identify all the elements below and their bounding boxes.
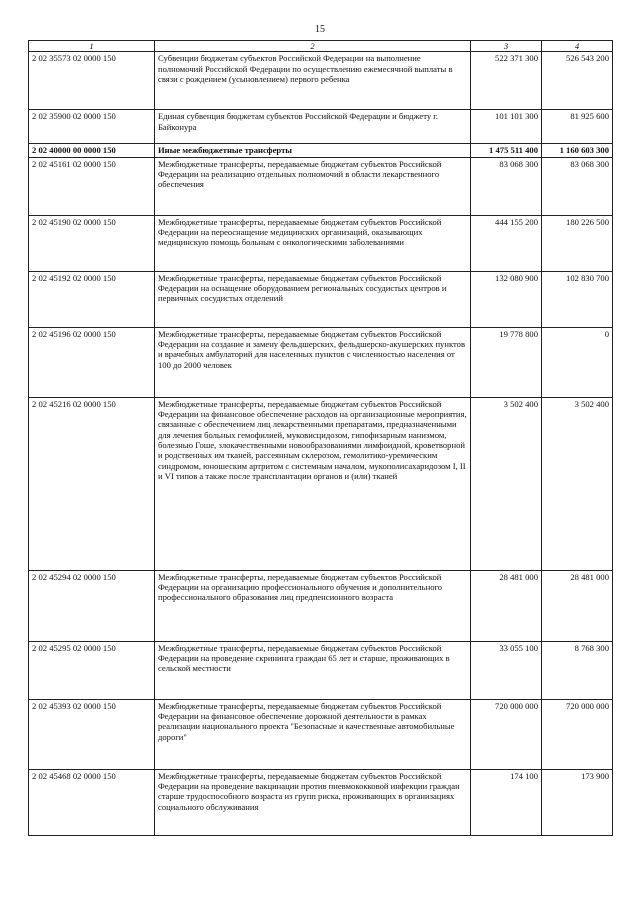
amount-col4-cell: 3 502 400	[542, 397, 613, 570]
amount-col4-cell: 83 068 300	[542, 157, 613, 215]
amount-col4-cell: 81 925 600	[542, 110, 613, 144]
amount-col3-cell: 33 055 100	[471, 641, 542, 699]
amount-col4-cell: 173 900	[542, 769, 613, 835]
budget-code-cell: 2 02 45161 02 0000 150	[29, 157, 155, 215]
column-header-4: 4	[542, 41, 613, 52]
amount-col3-cell: 1 475 511 400	[471, 144, 542, 157]
budget-code-cell: 2 02 45295 02 0000 150	[29, 641, 155, 699]
amount-col3-cell: 19 778 800	[471, 327, 542, 397]
amount-col4-cell: 1 160 603 300	[542, 144, 613, 157]
table-row	[29, 641, 613, 699]
table-row	[29, 769, 613, 835]
item-name-cell: Межбюджетные трансферты, передаваемые бюджетам субъектов Российской Федерации на проведение вакцинации против пневмококковой инфекции граждан старше трудоспособного возраста из групп риска, проживающих в организациях социального обслуживания	[155, 769, 471, 835]
item-name-cell: Межбюджетные трансферты, передаваемые бюджетам субъектов Российской Федерации на переоснащение медицинских организаций, оказывающих медицинскую помощь больным с онкологическими заболеваниями	[155, 215, 471, 271]
amount-col4-cell: 8 768 300	[542, 641, 613, 699]
item-name-cell: Межбюджетные трансферты, передаваемые бюджетам субъектов Российской Федерации на проведение скрининга граждан 65 лет и старше, проживающих в сельской местности	[155, 641, 471, 699]
table-row	[29, 327, 613, 397]
amount-col3-cell: 444 155 200	[471, 215, 542, 271]
amount-col4-cell: 28 481 000	[542, 570, 613, 641]
page-number: 15	[315, 24, 325, 35]
column-header-1: 1	[29, 41, 155, 52]
table-row	[29, 157, 613, 215]
amount-col3-cell: 522 371 300	[471, 52, 542, 110]
amount-col3-cell: 101 101 300	[471, 110, 542, 144]
item-name-cell: Межбюджетные трансферты, передаваемые бюджетам субъектов Российской Федерации на финансовое обеспечение расходов на организационные мероприятия, связанные с обеспечением лиц лекарственными препаратами, предназначенными для лечения больных гемофилией, муковисцидозом, гипофизарным нанизмом, болезнью Гоше, злокачественными новообразованиями лимфоидной, кроветворной и родственных им тканей, рассеянным склерозом, гемолитико-уремическим синдромом, юношеским артритом с системным началом, мукополисахаридозом I, II и VI типов а также после трансплантации органов и (или) тканей	[155, 397, 471, 570]
item-name-cell: Межбюджетные трансферты, передаваемые бюджетам субъектов Российской Федерации на создание и замену фельдшерских, фельдшерско-акушерских пунктов и врачебных амбулаторий для населенных пунктов с численностью населения от 100 до 2000 человек	[155, 327, 471, 397]
table-row	[29, 215, 613, 271]
table-row	[29, 110, 613, 144]
amount-col3-cell: 3 502 400	[471, 397, 542, 570]
budget-code-cell: 2 02 45196 02 0000 150	[29, 327, 155, 397]
amount-col4-cell: 526 543 200	[542, 52, 613, 110]
table-row	[29, 52, 613, 110]
amount-col4-cell: 180 226 500	[542, 215, 613, 271]
item-name-cell: Межбюджетные трансферты, передаваемые бюджетам субъектов Российской Федерации на реализацию отдельных полномочий в области лекарственного обеспечения	[155, 157, 471, 215]
amount-col3-cell: 83 068 300	[471, 157, 542, 215]
item-name-cell: Единая субвенция бюджетам субъектов Российской Федерации и бюджету г. Байконура	[155, 110, 471, 144]
amount-col4-cell: 0	[542, 327, 613, 397]
budget-code-cell: 2 02 35900 02 0000 150	[29, 110, 155, 144]
budget-code-cell: 2 02 45468 02 0000 150	[29, 769, 155, 835]
budget-code-cell: 2 02 45192 02 0000 150	[29, 271, 155, 327]
item-name-cell: Межбюджетные трансферты, передаваемые бюджетам субъектов Российской Федерации на организацию профессионального обучения и дополнительного профессионального образования лиц предпенсионного возраста	[155, 570, 471, 641]
amount-col4-cell: 102 830 700	[542, 271, 613, 327]
budget-code-cell: 2 02 45216 02 0000 150	[29, 397, 155, 570]
budget-code-cell: 2 02 45294 02 0000 150	[29, 570, 155, 641]
amount-col3-cell: 174 100	[471, 769, 542, 835]
column-header-3: 3	[471, 41, 542, 52]
budget-code-cell: 2 02 35573 02 0000 150	[29, 52, 155, 110]
amount-col3-cell: 28 481 000	[471, 570, 542, 641]
amount-col3-cell: 132 080 900	[471, 271, 542, 327]
budget-code-cell: 2 02 45190 02 0000 150	[29, 215, 155, 271]
amount-col4-cell: 720 000 000	[542, 699, 613, 769]
budget-revenue-table	[28, 40, 613, 836]
table-row	[29, 699, 613, 769]
column-header-2: 2	[155, 41, 471, 52]
item-name-cell: Субвенции бюджетам субъектов Российской Федерации на выполнение полномочий Российской Федерации по осуществлению ежемесячной выплаты в связи с рождением (усыновлением) первого ребенка	[155, 52, 471, 110]
amount-col3-cell: 720 000 000	[471, 699, 542, 769]
item-name-cell: Межбюджетные трансферты, передаваемые бюджетам субъектов Российской Федерации на финансовое обеспечение дорожной деятельности в рамках реализации национального проекта "Безопасные и качественные автомобильные дороги"	[155, 699, 471, 769]
table-row-total	[29, 144, 613, 157]
budget-code-cell: 2 02 40000 00 0000 150	[29, 144, 155, 157]
table-header-row	[29, 41, 613, 52]
table-row	[29, 397, 613, 570]
table-row	[29, 570, 613, 641]
item-name-cell: Межбюджетные трансферты, передаваемые бюджетам субъектов Российской Федерации на оснащение оборудованием региональных сосудистых центров и первичных сосудистых отделений	[155, 271, 471, 327]
item-name-cell: Иные межбюджетные трансферты	[155, 144, 471, 157]
table-row	[29, 271, 613, 327]
budget-code-cell: 2 02 45393 02 0000 150	[29, 699, 155, 769]
